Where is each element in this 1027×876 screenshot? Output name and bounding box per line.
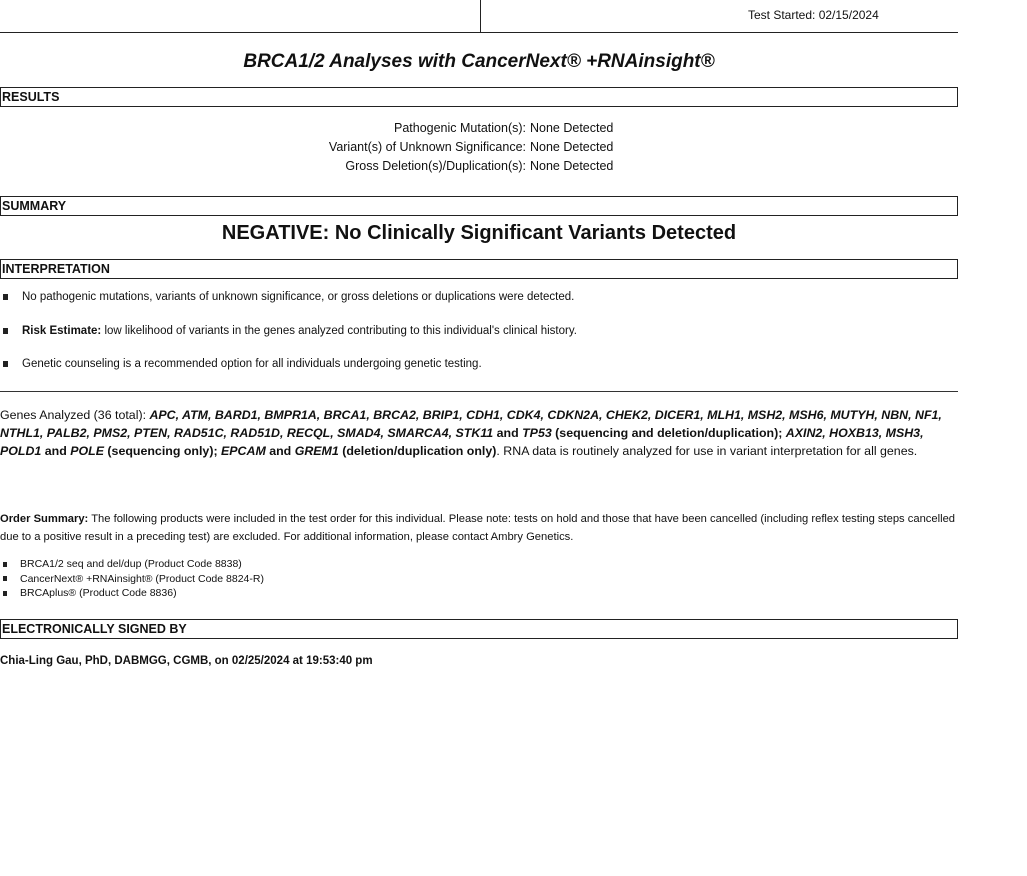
order-item-text: BRCA1/2 seq and del/dup (Product Code 8838) <box>20 558 242 570</box>
results-list <box>0 119 613 176</box>
result-label: Variant(s) of Unknown Significance: <box>328 140 526 154</box>
gene-list: APC, ATM, BARD1, BMPR1A, BRCA1, BRCA2, BRIP1, CDH1, CDK4, CDKN2A, CHEK2, DICER1, MLH1, MSH2, MSH6, MUTYH, NBN, NF1, NTHL1, PALB2, PMS2, PTEN, RAD51C, RAD51D, RECQL, SMAD4, SMARCA4, STK11 <box>0 408 942 440</box>
order-list <box>2 557 264 601</box>
conj: and <box>493 426 523 440</box>
test-started-date: Test Started: 02/15/2024 <box>748 8 879 22</box>
result-value: None Detected <box>530 121 614 135</box>
bullet-icon <box>3 294 8 300</box>
genes-analyzed <box>0 406 962 460</box>
report-title: BRCA1/2 Analyses with CancerNext® +RNAinsight® <box>243 51 715 72</box>
interpretation-bullet <box>2 325 577 337</box>
order-summary-text: The following products were included in the test order for this individual. Please note: tests on hold and those that have been cancelled (including reflex testing steps cancelled due to a positive result in a preceding test) are excluded. For additional information, please contact Ambry Genetics. <box>0 513 956 543</box>
interpretation-bullet <box>2 291 574 303</box>
gene-note: (deletion/duplication only) <box>338 444 497 458</box>
order-item-text: CancerNext® +RNAinsight® (Product Code 8824-R) <box>20 572 264 585</box>
gene: TP53 <box>522 426 552 440</box>
bullet-icon <box>3 576 7 581</box>
summary-result: NEGATIVE: No Clinically Significant Variants Detected <box>221 222 737 244</box>
gene-note: (sequencing and deletion/duplication); <box>551 426 786 440</box>
gene: EPCAM <box>221 444 266 458</box>
order-summary <box>0 510 962 546</box>
conj: and <box>41 444 71 458</box>
bullet-text: Genetic counseling is a recommended option for all individuals undergoing genetic testing. <box>22 358 482 370</box>
order-item <box>2 557 264 572</box>
bullet-icon <box>3 328 8 334</box>
bullet-icon <box>3 562 7 567</box>
header-divider <box>480 0 481 33</box>
gene-list: AXIN2, HOXB13, MSH3, POLD1 <box>0 426 924 458</box>
result-label: Pathogenic Mutation(s): <box>393 121 526 135</box>
summary-heading: SUMMARY <box>0 196 958 216</box>
order-item-text: BRCAplus® (Product Code 8836) <box>20 587 177 599</box>
bullet-bold: Risk Estimate: <box>22 325 102 337</box>
results-heading: RESULTS <box>0 87 958 107</box>
genes-intro: Genes Analyzed (36 total): <box>0 408 150 422</box>
signed-heading: ELECTRONICALLY SIGNED BY <box>0 619 958 639</box>
result-row <box>0 119 613 138</box>
bullet-icon <box>3 361 8 367</box>
conj: and <box>265 444 295 458</box>
result-row <box>0 138 613 157</box>
signature-line: Chia-Ling Gau, PhD, DABMGG, CGMB, on 02/25/2024 at 19:53:40 pm <box>0 655 373 667</box>
divider <box>0 391 958 392</box>
gene: POLE <box>70 444 104 458</box>
interpretation-bullet <box>2 358 482 370</box>
header-rule <box>0 32 958 33</box>
result-value: None Detected <box>530 140 614 154</box>
rna-note: . RNA data is routinely analyzed for use in variant interpretation for all genes. <box>496 444 918 458</box>
order-item <box>2 572 264 587</box>
bullet-icon <box>3 591 7 596</box>
interpretation-heading: INTERPRETATION <box>0 259 958 279</box>
bullet-text: low likelihood of variants in the genes analyzed contributing to this individual's clinical history. <box>101 325 577 337</box>
gene: GREM1 <box>294 444 339 458</box>
result-label: Gross Deletion(s)/Duplication(s): <box>345 159 526 173</box>
result-row <box>0 157 613 176</box>
result-value: None Detected <box>530 159 614 173</box>
order-summary-label: Order Summary: <box>0 513 89 525</box>
bullet-text: No pathogenic mutations, variants of unknown significance, or gross deletions or duplications were detected. <box>22 291 575 303</box>
order-item <box>2 586 264 601</box>
gene-note: (sequencing only); <box>103 444 222 458</box>
